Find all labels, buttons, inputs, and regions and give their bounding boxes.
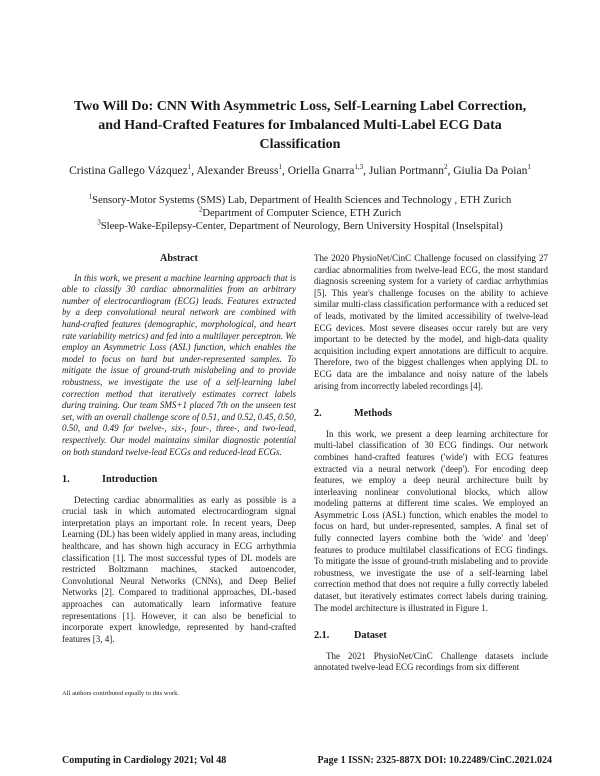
author-affiliation-mark: 2 xyxy=(444,163,448,172)
title-line: Classification xyxy=(259,137,341,152)
author-affiliation-mark: 1 xyxy=(278,163,282,172)
dataset-paragraph: The 2021 PhysioNet/CinC Challenge datasets include annotated twelve-lead ECG recordings from six different xyxy=(314,650,548,673)
section-title: Introduction xyxy=(102,474,158,486)
author-name: Julian Portmann xyxy=(368,165,444,177)
section-number: 2. xyxy=(314,408,322,420)
introduction-paragraph: Detecting cardiac abnormalities as early as possible is a crucial task in which automated electrocardiogram signal interpretation plays an important role. In recent years, Deep Learning (DL) has been widely applied in many areas, including healthcare, and has shown high accuracy in ECG arrhythmia classification [1]. The most successful types of DL models are restricted Boltzmann machines, stacked autoencoder, Convolutional Neural Networks (CNNs), and Deep Belief Networks [2]. Compared to traditional approaches, DL-based approaches can automatically learn informative feature representations [1]. However, it can also be beneficial to incorporate expert knowledge, represented by hand-crafted features [3, 4]. xyxy=(62,494,296,644)
author-name: Giulia Da Poian xyxy=(453,165,528,177)
affiliation xyxy=(30,207,570,220)
affiliation-text: Sensory-Motor Systems (SMS) Lab, Department of Health Sciences and Technology , ETH Zurich xyxy=(92,195,512,206)
methods-paragraph: In this work, we present a deep learning architecture for multi-label classification of 30 ECG findings. Our network combines hand-crafted features ('wide') with ECG features extracted via a neural network ('deep'). For encoding deep features, we employ a deep neural architecture built by interleaving nonlinear convolutional blocks, which allow modeling patterns at different time scales. We employed an Asymmetric Loss (ASL) function, which enables the model to focus on hard, but under-represented, samples. A final set of fully connected layers combine both the 'wide' and 'deep' features to produce multilabel classifications of ECG findings. To mitigate the issue of ground-truth mislabeling and to provide robustness, we investigate the use of a self-learning label correction method that does not require a fully correctly labeled dataset, but iteratively estimates correct labels during training. The model architecture is illustrated in Figure 1. xyxy=(314,428,548,613)
footer-journal: Computing in Cardiology 2021; Vol 48 xyxy=(62,755,227,766)
affiliation-list xyxy=(30,194,570,234)
footer-page-info: Page 1 ISSN: 2325-887X DOI: 10.22489/CinC.2021.024 xyxy=(317,755,552,766)
author-affiliation-mark: 1 xyxy=(527,163,531,172)
paper-title xyxy=(50,97,550,154)
section-heading-introduction xyxy=(62,474,296,486)
abstract-text: In this work, we present a machine learning approach that is able to classify 30 cardiac abnormalities from an arbitrary number of electrocardiogram (ECG) leads. Features extracted by a deep convolutional neural network are combined with hand-crafted features (demographic, morphological, and heart rate variability metrics) and fed into a multilayer perceptron. We employ an Asymmetric Loss (ASL) function, which enables the model to focus on hard but under-represented samples. To mitigate the issue of ground-truth mislabeling and to provide robustness, we investigate the use of a self-learning label correction method that iteratively estimates correct labels during training. Our team SMS+1 placed 7th on the unseen test set, with an overall challenge score of 0.51, and 0.52, 0.45, 0.50, 0.50, and 0.49 for twelve-, six-, four-, three-, and two-lead, respectively. Our model maintains similar diagnostic potential on both standard twelve-lead ECGs and reduced-lead ECGs. xyxy=(62,272,296,457)
section-number: 2.1. xyxy=(314,630,330,642)
title-line: Two Will Do: CNN With Asymmetric Loss, Self-Learning Label Correction, xyxy=(73,99,527,114)
footnote: All authors contributed equally to this work. xyxy=(62,690,180,697)
abstract-heading: Abstract xyxy=(160,253,198,264)
title-line: and Hand-Crafted Features for Imbalanced Multi-Label ECG Data xyxy=(98,118,502,133)
subsection-heading-dataset xyxy=(314,630,548,642)
affiliation-mark: 3 xyxy=(97,218,101,227)
author-list: Cristina Gallego Vázquez$^1$, Alexander Breuss$^1$, Oriella Gnarra$^{1,3}$, Julian Portmann$^2$, Giulia Da Poian$^1$ xyxy=(69,163,531,177)
affiliation xyxy=(30,194,570,207)
section-heading-methods xyxy=(314,408,548,420)
section-title: Methods xyxy=(354,408,392,420)
affiliation-text: Department of Computer Science, ETH Zurich xyxy=(202,208,402,220)
affiliation-mark: 2 xyxy=(198,205,203,214)
affiliation xyxy=(30,220,570,233)
author-affiliation-mark: 1 xyxy=(187,163,192,172)
author-name: Alexander Breuss xyxy=(196,165,279,177)
author-name: Oriella Gnarra xyxy=(287,165,355,177)
section-number: 1. xyxy=(62,474,70,486)
right-column xyxy=(314,253,548,674)
affiliation-mark: 1 xyxy=(88,192,93,201)
introduction-paragraph-continued: The 2020 PhysioNet/CinC Challenge focused on classifying 27 cardiac abnormalities from twelve-lead ECG, the most standard diagnosis screening system for a variety of cardiac arrhythmias [5]. This year's challenge focuses on the ability to achieve similar multi-class classification performance with a reduced set of leads, motivated by the limited accessibility of twelve-lead ECG devices. Most severe diseases occur rarely but are very important to be detected by the model, and high-data quality acquisition including expert annotations are difficult to acquire. Therefore, two of the biggest challenges when applying DL to ECG data are the imbalance and noisy nature of the labels arising from incorrectly labeled recordings [4]. xyxy=(314,253,548,391)
author-affiliation-mark: 1,3 xyxy=(354,163,364,172)
author-name: Cristina Gallego Vázquez xyxy=(69,165,188,177)
section-title: Dataset xyxy=(354,630,387,642)
affiliation-text: Sleep-Wake-Epilepsy-Center, Department of Neurology, Bern University Hospital (Inselspital) xyxy=(100,221,503,233)
left-column xyxy=(62,253,296,645)
